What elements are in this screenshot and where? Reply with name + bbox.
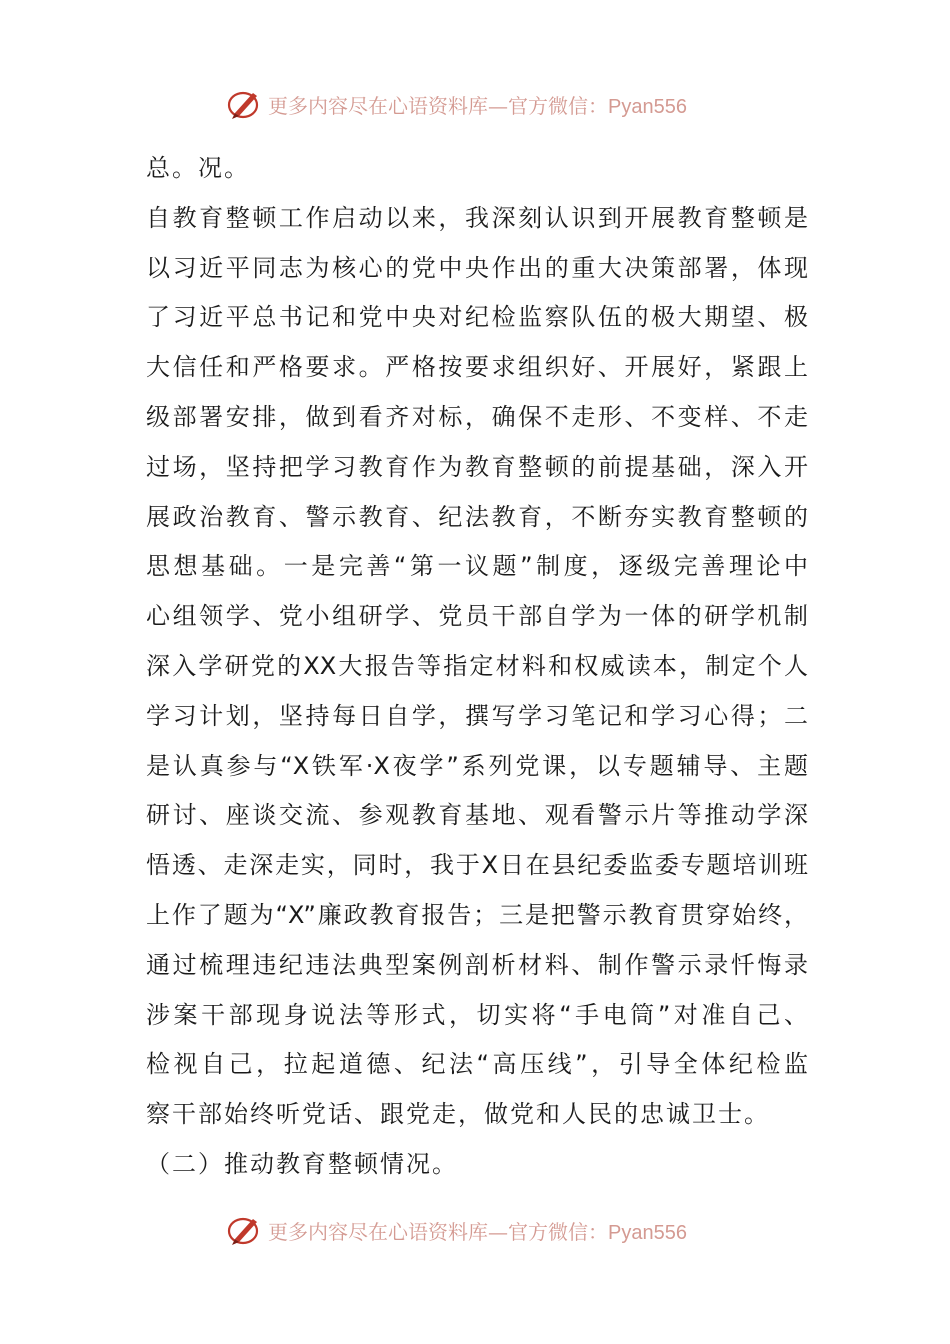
footer-watermark bbox=[0, 1210, 950, 1250]
watermark-text: 更多内容尽在心语资料库—官方微信：Pyan556 bbox=[268, 93, 687, 118]
text-line: 上作了题为“X”廉政教育报告；三是把警示教育贯穿始终， bbox=[146, 900, 808, 929]
pen-logo-icon bbox=[226, 1212, 262, 1248]
text-line: 心组领学、党小组研学、党员干部自学为一体的研学机制 bbox=[146, 602, 808, 631]
text-line: 悟透、走深走实，同时，我于X日在县纪委监委专题培训班 bbox=[146, 851, 808, 880]
text-line: 大信任和严格要求。严格按要求组织好、开展好，紧跟上 bbox=[146, 353, 808, 382]
text-line: 深入学研党的XX大报告等指定材料和权威读本，制定个人 bbox=[146, 651, 808, 680]
text-line: 自教育整顿工作启动以来，我深刻认识到开展教育整顿是 bbox=[146, 203, 808, 232]
text-line: 以习近平同志为核心的党中央作出的重大决策部署，体现 bbox=[146, 253, 808, 282]
text-line: 是认真参与“X铁军·X夜学”系列党课，以专题辅导、主题 bbox=[146, 751, 808, 780]
text-line: 展政治教育、警示教育、纪法教育，不断夯实教育整顿的 bbox=[146, 502, 808, 531]
text-line: 级部署安排，做到看齐对标，确保不走形、不变样、不走 bbox=[146, 402, 808, 431]
section-heading: （二）推动教育整顿情况。 bbox=[146, 1149, 458, 1178]
text-line: 通过梳理违纪违法典型案例剖析材料、制作警示录忏悔录 bbox=[146, 950, 808, 979]
text-line: 思想基础。一是完善“第一议题”制度，逐级完善理论中 bbox=[146, 552, 808, 581]
pen-logo-icon bbox=[226, 86, 262, 122]
text-line: 学习计划，坚持每日自学，撰写学习笔记和学习心得；二 bbox=[146, 701, 808, 730]
watermark-text: 更多内容尽在心语资料库—官方微信：Pyan556 bbox=[268, 1219, 687, 1244]
text-line: 研讨、座谈交流、参观教育基地、观看警示片等推动学深 bbox=[146, 801, 808, 830]
header-watermark bbox=[0, 84, 950, 124]
text-line: 了习近平总书记和党中央对纪检监察队伍的极大期望、极 bbox=[146, 303, 808, 332]
text-line: 总。况。 bbox=[146, 154, 250, 182]
text-line: 过场，坚持把学习教育作为教育整顿的前提基础，深入开 bbox=[146, 452, 808, 481]
document-body bbox=[146, 144, 808, 1190]
text-line: 察干部始终听党话、跟党走，做党和人民的忠诚卫士。 bbox=[146, 1100, 770, 1129]
text-line: 涉案干部现身说法等形式，切实将“手电筒”对准自己、 bbox=[146, 1000, 808, 1029]
text-line: 检视自己，拉起道德、纪法“高压线”，引导全体纪检监 bbox=[146, 1050, 808, 1079]
